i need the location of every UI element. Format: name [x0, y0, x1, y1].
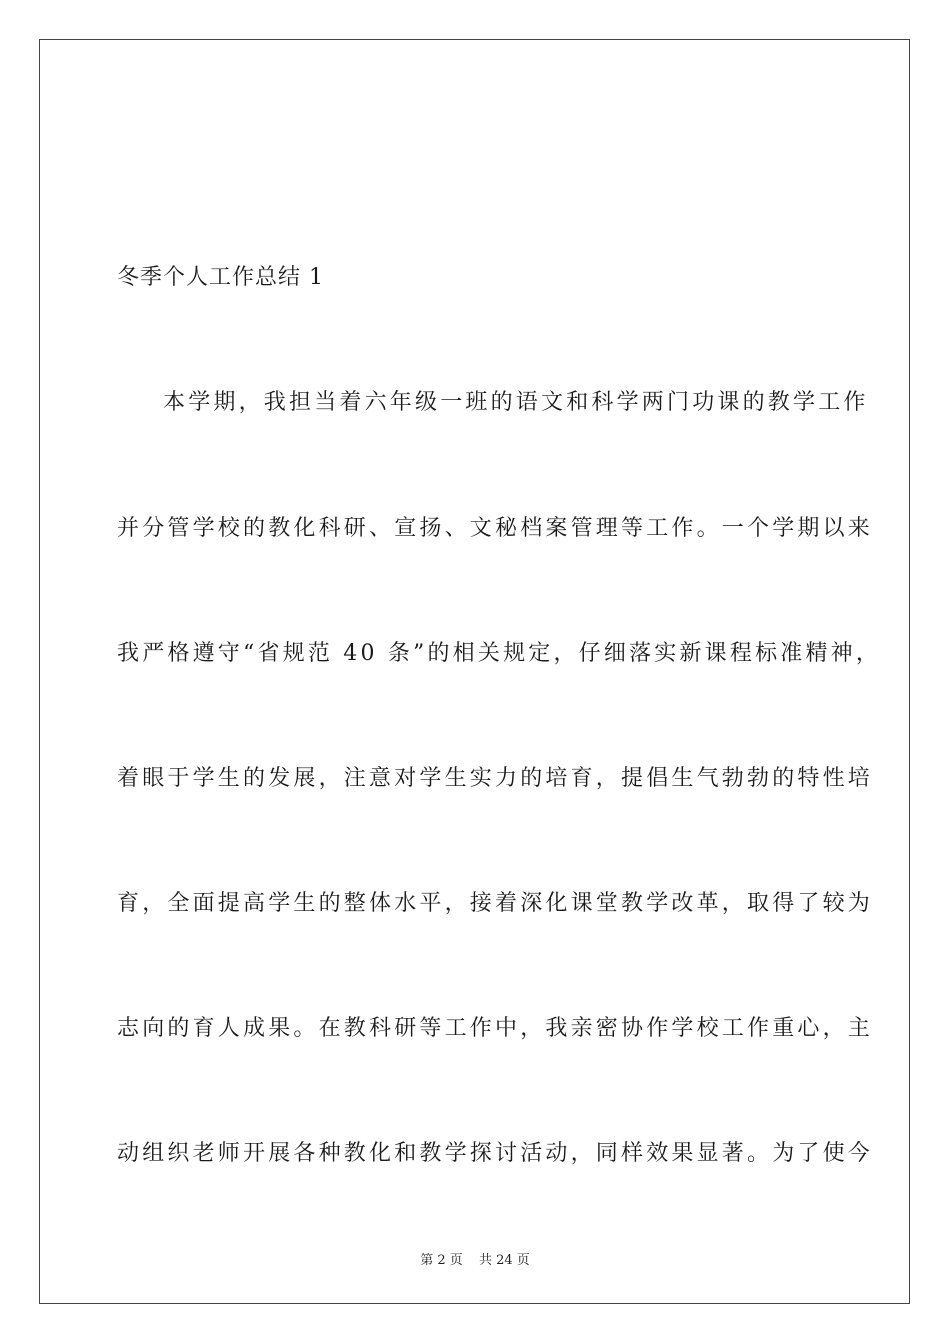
total-pages: 共 24 页 — [478, 1253, 530, 1268]
page-footer — [0, 1249, 950, 1268]
paragraph-line-5: 育，全面提高学生的整体水平，接着深化课堂教学改革，取得了较为 — [117, 891, 874, 916]
document-title: 冬季个人工作总结 1 — [117, 265, 324, 290]
paragraph-line-2: 并分管学校的教化科研、宣扬、文秘档案管理等工作。一个学期以来 — [117, 516, 874, 541]
paragraph-line-6: 志向的育人成果。在教科研等工作中，我亲密协作学校工作重心，主 — [117, 1016, 874, 1041]
page-number: 第 2 页 — [420, 1253, 463, 1268]
paragraph-line-7: 动组织老师开展各种教化和教学探讨活动，同样效果显著。为了使今 — [117, 1141, 874, 1166]
paragraph-line-3: 我严格遵守“省规范 40 条”的相关规定，仔细落实新课程标准精神， — [117, 641, 882, 666]
page-border — [39, 39, 910, 1304]
paragraph-line-4: 着眼于学生的发展，注意对学生实力的培育，提倡生气勃勃的特性培 — [117, 766, 874, 791]
paragraph-line-1: 本学期，我担当着六年级一班的语文和科学两门功课的教学工作 — [163, 390, 869, 415]
